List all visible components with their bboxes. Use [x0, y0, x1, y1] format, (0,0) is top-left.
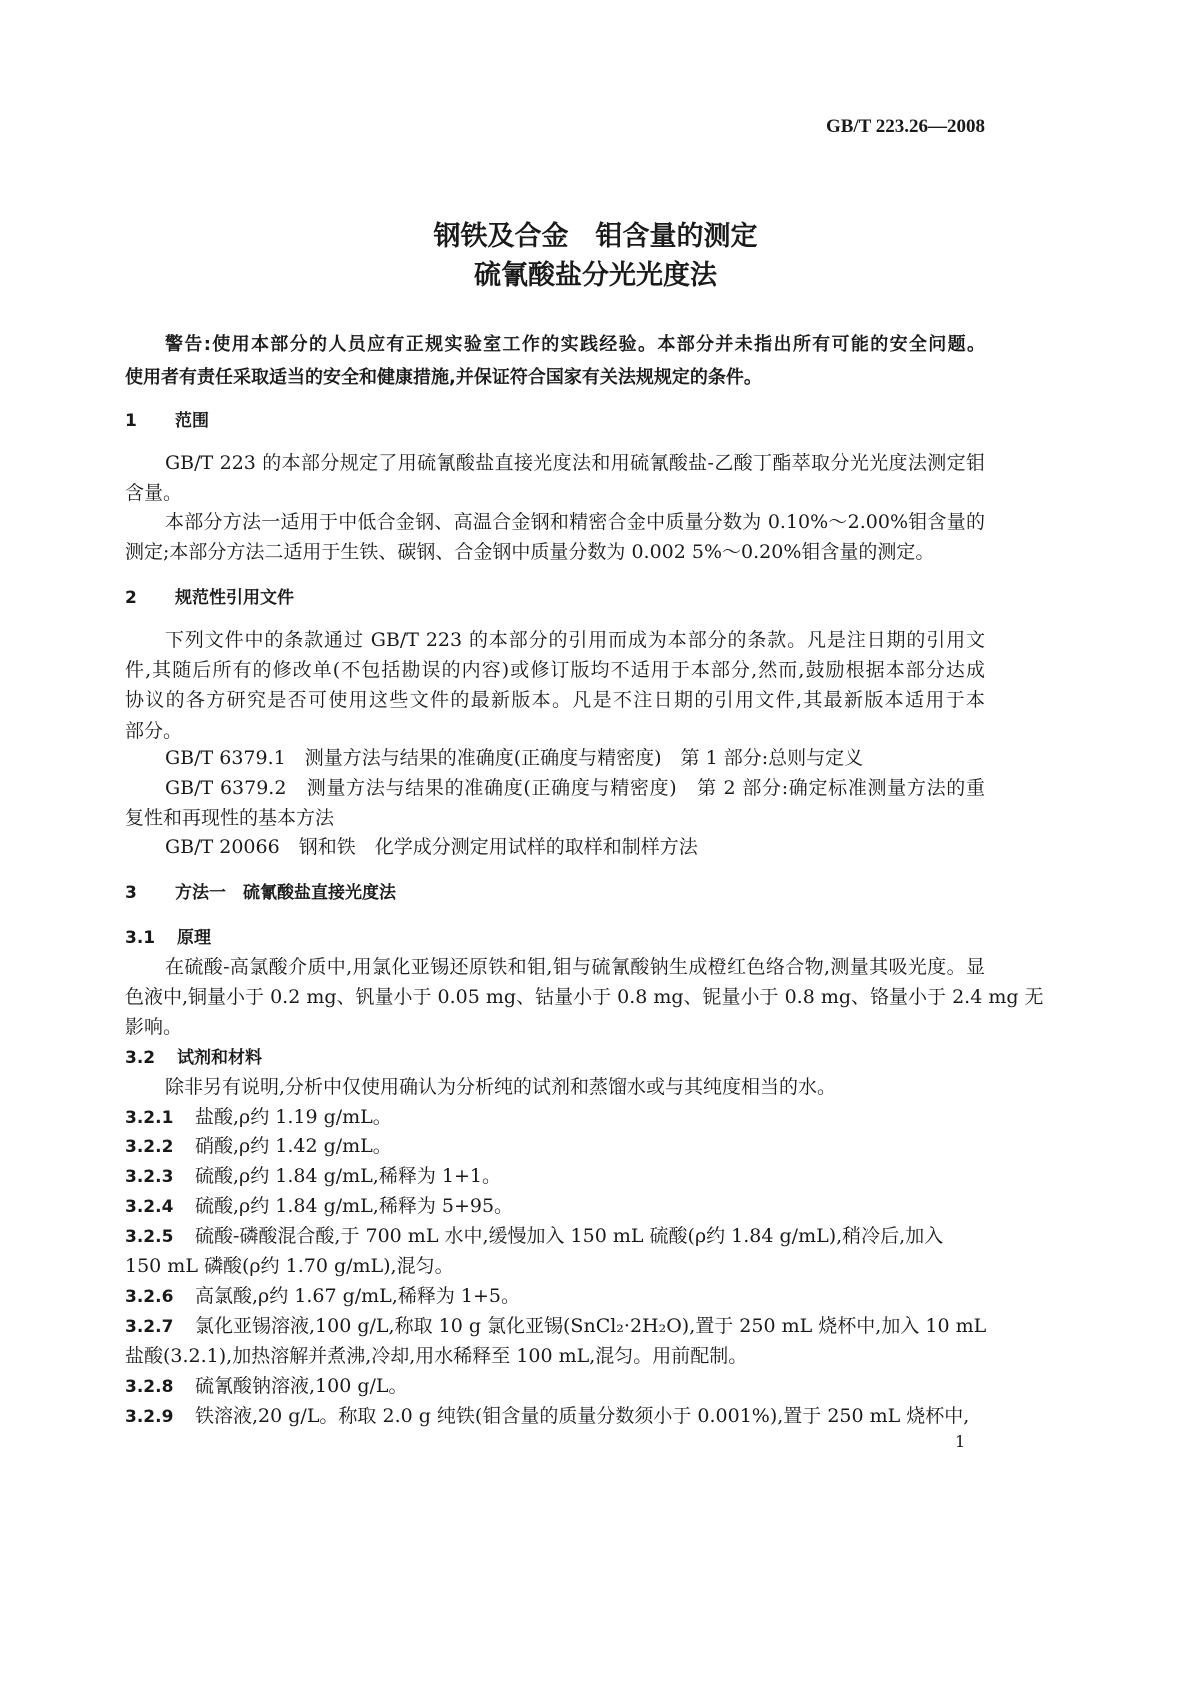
- paragraph-line: 色液中,铜量小于 0.2 mg、钒量小于 0.05 mg、钴量小于 0.8 mg、铌量小于 0.8 mg、铬量小于 2.4 mg 无: [125, 986, 1044, 1008]
- section-title: 试剂和材料: [177, 1048, 262, 1068]
- section-heading-2: [125, 582, 985, 612]
- section-number: 2: [125, 588, 137, 608]
- reference-item: GB/T 20066 钢和铁 化学成分测定用试样的取样和制样方法: [165, 836, 698, 858]
- item-text: 硝酸,ρ约 1.42 g/mL。: [195, 1135, 392, 1157]
- section-number: 1: [125, 411, 137, 431]
- section-heading-1: [125, 405, 985, 435]
- item-number: 3.2.2: [125, 1137, 174, 1157]
- item-number: 3.2.6: [125, 1287, 174, 1307]
- section-title: 方法一 硫氰酸盐直接光度法: [175, 883, 396, 903]
- item-text: 高氯酸,ρ约 1.67 g/mL,稀释为 1+5。: [195, 1285, 520, 1307]
- item-number: 3.2.7: [125, 1317, 174, 1337]
- paragraph-line: 除非另有说明,分析中仅使用确认为分析纯的试剂和蒸馏水或与其纯度相当的水。: [165, 1076, 837, 1098]
- paragraph-line: 件,其随后所有的修改单(不包括勘误的内容)或修订版均不适用于本部分,然而,鼓励根据本部分达成: [125, 659, 985, 681]
- item-number: 3.2.5: [125, 1227, 174, 1247]
- standard-number: GB/T 223.26—2008: [825, 116, 985, 137]
- item-number: 3.2.8: [125, 1377, 174, 1397]
- item-number: 3.2.1: [125, 1108, 174, 1128]
- item-text: 盐酸,ρ约 1.19 g/mL。: [195, 1106, 392, 1128]
- item-text: 硫氰酸钠溶液,100 g/L。: [195, 1375, 408, 1397]
- reagent-item-cont: 150 mL 磷酸(ρ约 1.70 g/mL),混匀。: [125, 1255, 454, 1277]
- section-title: 规范性引用文件: [175, 588, 294, 608]
- subsection-heading-3-1: [125, 922, 985, 952]
- paragraph-line: 部分。: [125, 720, 183, 742]
- section-heading-3: [125, 877, 985, 907]
- paragraph-line: 协议的各方研究是否可使用这些文件的最新版本。凡是不注日期的引用文件,其最新版本适用于本: [125, 689, 985, 711]
- reagent-item-cont: 盐酸(3.2.1),加热溶解并煮沸,冷却,用水稀释至 100 mL,混匀。用前配制。: [125, 1345, 748, 1367]
- paragraph-line: 影响。: [125, 1016, 183, 1038]
- reagent-item: [125, 1102, 985, 1132]
- reagent-item: [125, 1221, 985, 1251]
- paragraph-line: GB/T 223 的本部分规定了用硫氰酸盐直接光度法和用硫氰酸盐-乙酸丁酯萃取分光光度法测定钼: [165, 452, 985, 474]
- page-number: 1: [955, 1432, 966, 1451]
- section-title: 范围: [175, 411, 209, 431]
- section-title: 原理: [177, 928, 211, 948]
- item-text: 硫酸-磷酸混合酸,于 700 mL 水中,缓慢加入 150 mL 硫酸(ρ约 1.84 g/mL),稍冷后,加入: [195, 1225, 944, 1247]
- item-text: 氯化亚锡溶液,100 g/L,称取 10 g 氯化亚锡(SnCl₂·2H₂O),置于 250 mL 烧杯中,加入 10 mL: [195, 1315, 987, 1337]
- warning-text: 使用者有责任采取适当的安全和健康措施,并保证符合国家有关法规规定的条件。: [125, 367, 762, 388]
- item-text: 硫酸,ρ约 1.84 g/mL,稀释为 1+1。: [195, 1165, 501, 1187]
- document-title: 钢铁及合金 钼含量的测定: [433, 221, 758, 252]
- reference-item: GB/T 6379.1 测量方法与结果的准确度(正确度与精密度) 第 1 部分:总则与定义: [165, 747, 864, 769]
- reagent-item: [125, 1161, 985, 1191]
- paragraph-line: 下列文件中的条款通过 GB/T 223 的本部分的引用而成为本部分的条款。凡是注日期的引用文: [165, 629, 985, 651]
- reagent-item: [125, 1131, 985, 1161]
- reagent-item: [125, 1371, 985, 1401]
- item-text: 铁溶液,20 g/L。称取 2.0 g 纯铁(钼含量的质量分数须小于 0.001%),置于 250 mL 烧杯中,: [195, 1405, 970, 1427]
- reference-item-cont: 复性和再现性的基本方法: [125, 807, 335, 829]
- item-number: 3.2.4: [125, 1197, 174, 1217]
- reference-item: GB/T 6379.2 测量方法与结果的准确度(正确度与精密度) 第 2 部分:确定标准测量方法的重: [165, 777, 985, 799]
- paragraph-line: 含量。: [125, 482, 183, 504]
- section-number: 3: [125, 883, 137, 903]
- paragraph-line: 测定;本部分方法二适用于生铁、碳钢、合金钢中质量分数为 0.002 5%～0.20%钼含量的测定。: [125, 541, 935, 563]
- section-number: 3.1: [125, 928, 156, 948]
- warning-text: 警告:使用本部分的人员应有正规实验室工作的实践经验。本部分并未指出所有可能的安全问题。: [165, 334, 985, 355]
- section-number: 3.2: [125, 1048, 156, 1068]
- item-number: 3.2.3: [125, 1167, 174, 1187]
- reagent-item: [125, 1311, 985, 1341]
- paragraph-line: 在硫酸-高氯酸介质中,用氯化亚锡还原铁和钼,钼与硫氰酸钠生成橙红色络合物,测量其吸光度。显: [165, 956, 985, 978]
- item-number: 3.2.9: [125, 1407, 174, 1427]
- paragraph-line: 本部分方法一适用于中低合金钢、高温合金钢和精密合金中质量分数为 0.10%～2.00%钼含量的: [165, 511, 985, 533]
- reagent-item: [125, 1401, 985, 1431]
- item-text: 硫酸,ρ约 1.84 g/mL,稀释为 5+95。: [195, 1195, 514, 1217]
- document-subtitle: 硫氰酸盐分光光度法: [474, 260, 717, 291]
- reagent-item: [125, 1191, 985, 1221]
- reagent-item: [125, 1281, 985, 1311]
- subsection-heading-3-2: [125, 1042, 985, 1072]
